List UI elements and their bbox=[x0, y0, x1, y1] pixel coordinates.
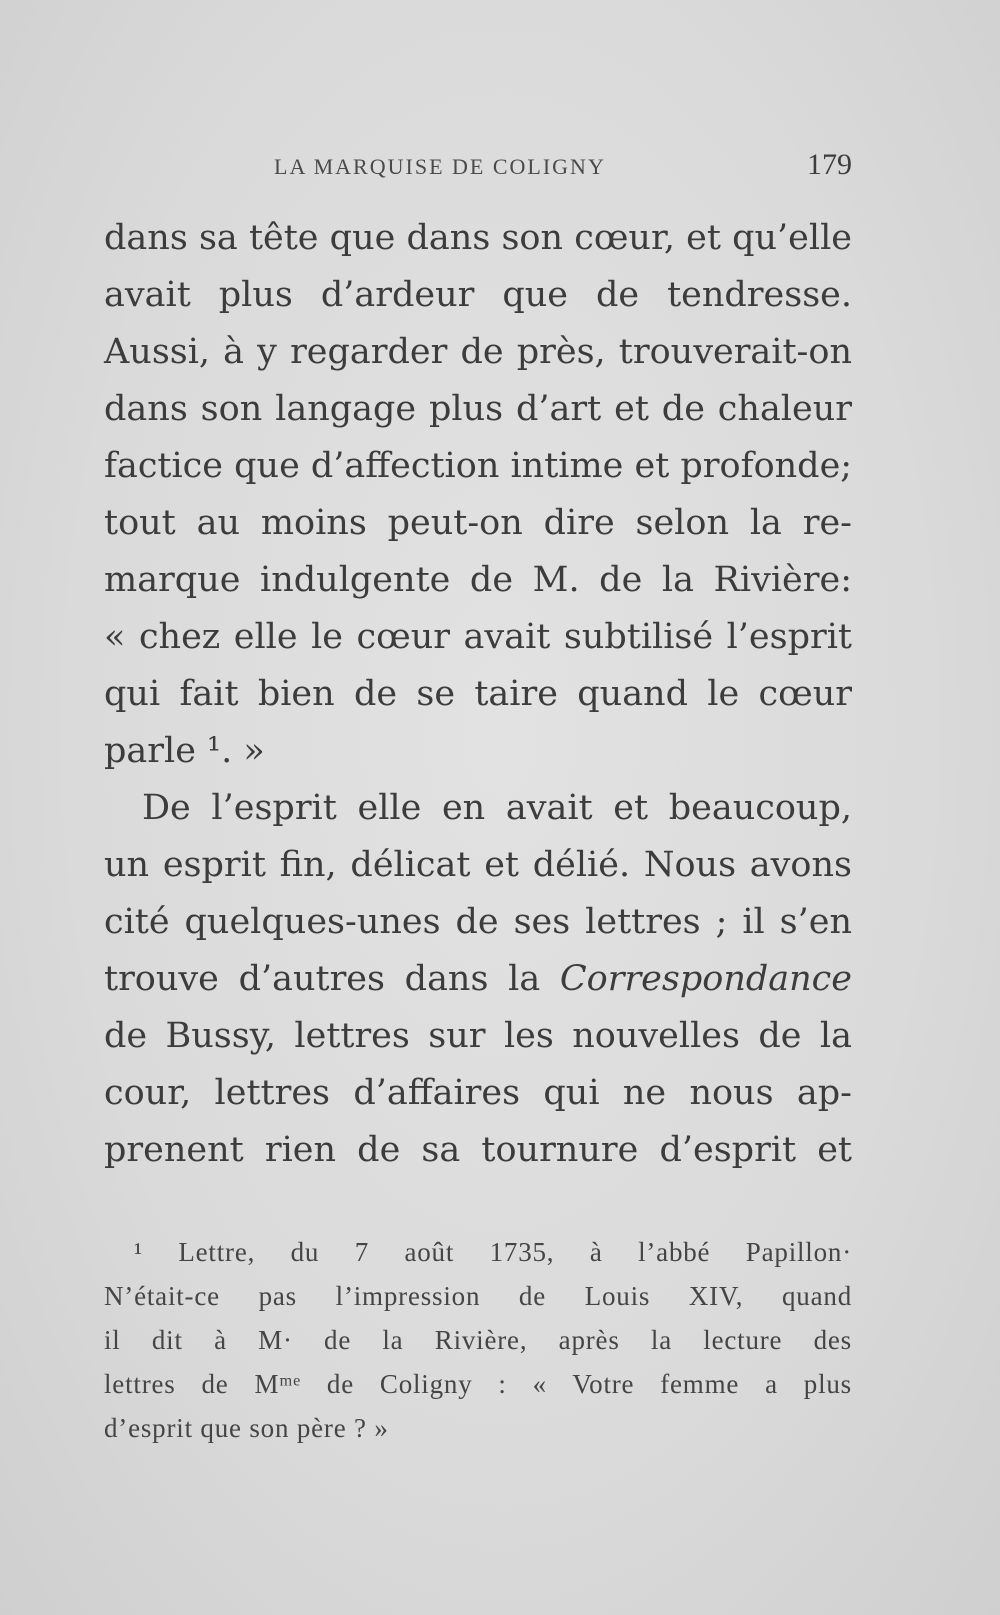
text-line: tout au moins peut-on dire selon la re- bbox=[104, 503, 852, 543]
text-line: un esprit fin, délicat et délié. Nous avons bbox=[104, 845, 852, 885]
footnote-line: il dit à M· de la Rivière, après la lecture des bbox=[104, 1325, 852, 1355]
main-text bbox=[104, 210, 852, 1179]
text-line: factice que d’affection intime et profonde; bbox=[104, 446, 853, 486]
footnote-line: ¹ Lettre, du 7 août 1735, à l’abbé Papillon· bbox=[134, 1237, 852, 1267]
text-line: cour, lettres d’affaires qui ne nous ap- bbox=[104, 1073, 852, 1113]
text-line: avait plus d’ardeur que de tendresse. bbox=[104, 275, 852, 315]
text-line: de Bussy, lettres sur les nouvelles de la bbox=[104, 1016, 852, 1056]
text-line: cité quelques-unes de ses lettres ; il s’en bbox=[104, 902, 852, 942]
page-number: 179 bbox=[807, 148, 852, 181]
text-line: De l’esprit elle en avait et beaucoup, bbox=[142, 788, 852, 828]
footnote-line: N’était-ce pas l’impression de Louis XIV, quand bbox=[104, 1281, 852, 1311]
text-line: parle ¹. » bbox=[104, 731, 265, 771]
text-line: dans sa tête que dans son cœur, et qu’elle bbox=[104, 218, 852, 258]
text-line: trouve d’autres dans la Correspondance bbox=[104, 959, 852, 999]
text-line: dans son langage plus d’art et de chaleur bbox=[104, 389, 852, 429]
footnote-line: d’esprit que son père ? » bbox=[104, 1413, 389, 1443]
text-line: « chez elle le cœur avait subtilisé l’esprit bbox=[104, 617, 852, 657]
footnote bbox=[104, 1230, 852, 1450]
text-line: qui fait bien de se taire quand le cœur bbox=[104, 674, 852, 714]
running-title: LA MARQUISE DE COLIGNY bbox=[274, 154, 606, 179]
text-line: Aussi, à y regarder de près, trouverait-on bbox=[104, 332, 852, 372]
text-line: prenent rien de sa tournure d’esprit et bbox=[104, 1130, 852, 1170]
footnote-line: lettres de Mᵐᵉ de Coligny : « Votre femme a plus bbox=[104, 1369, 852, 1399]
page-header bbox=[104, 148, 852, 188]
text-line: marque indulgente de M. de la Rivière: bbox=[104, 560, 852, 600]
